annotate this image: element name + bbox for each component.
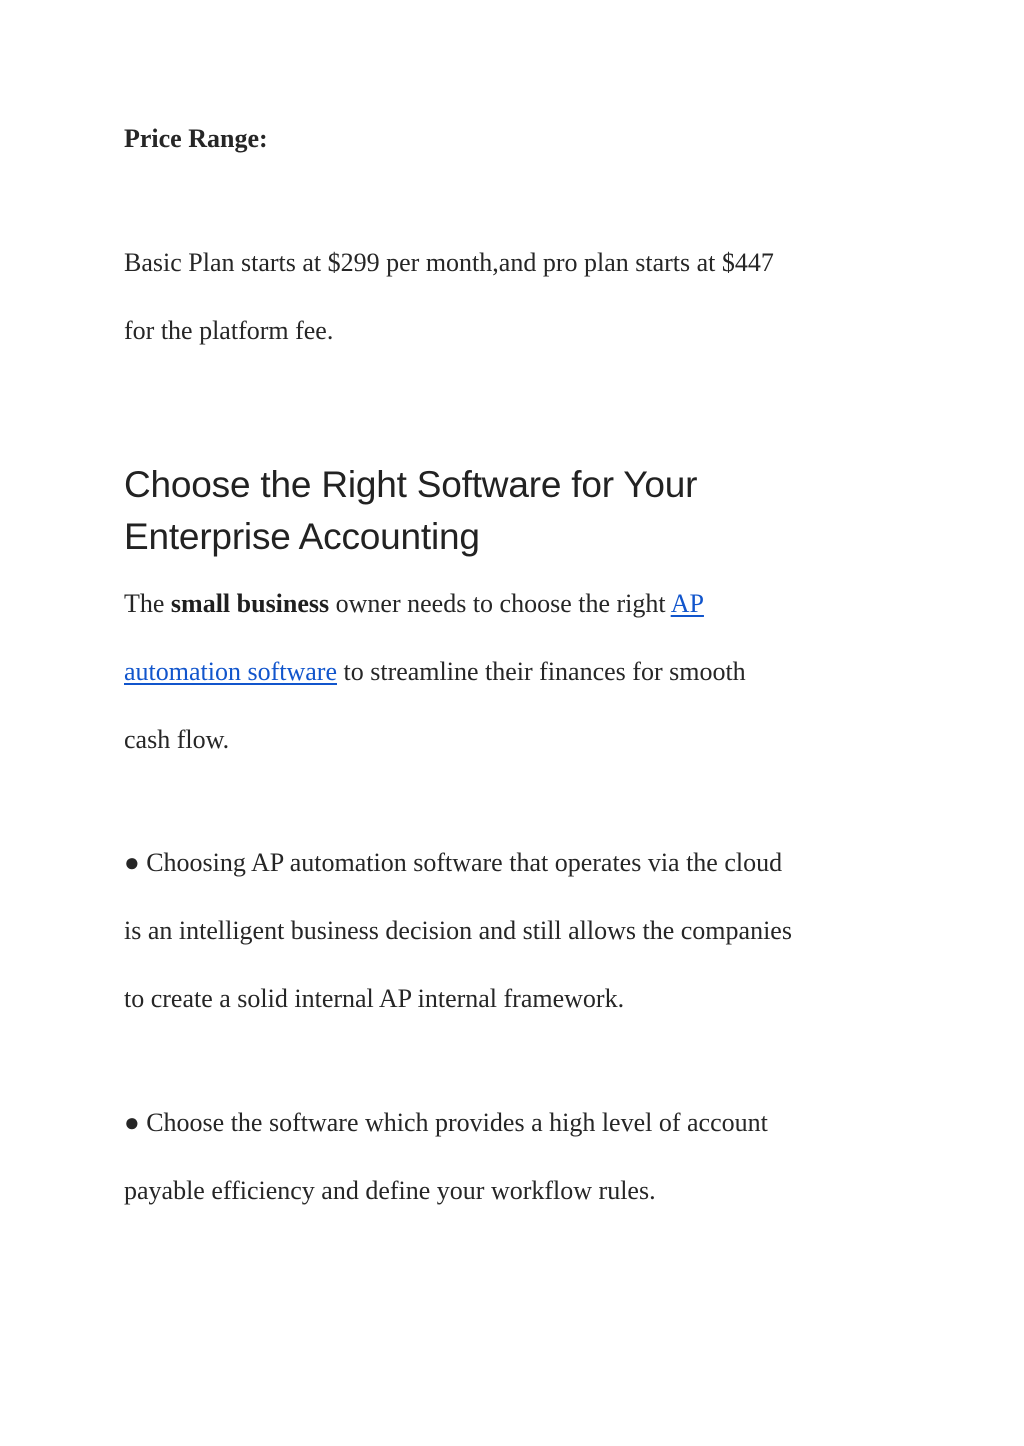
ap-automation-software-link[interactable]: AP bbox=[670, 589, 704, 618]
ap-automation-software-link-continued[interactable]: automation software bbox=[124, 657, 337, 686]
intro-paragraph-line-2 bbox=[124, 659, 746, 685]
section-heading-line-1: Choose the Right Software for Your bbox=[124, 464, 698, 505]
bold-phrase-small-business: small business bbox=[170, 589, 330, 618]
bullet-1-line-2: is an intelligent business decision and still allows the companies bbox=[124, 916, 792, 945]
bullet-1-line-1: ● Choosing AP automation software that operates via the cloud bbox=[124, 848, 783, 877]
bullet-2-line-1: ● Choose the software which provides a high level of account bbox=[124, 1108, 768, 1137]
intro-text: The bbox=[124, 589, 171, 618]
intro-text: to streamline their finances for smooth bbox=[337, 657, 746, 686]
section-heading-line-2: Enterprise Accounting bbox=[124, 516, 480, 557]
intro-paragraph-line-3: cash flow. bbox=[124, 725, 230, 754]
pricing-text-line-2: for the platform fee. bbox=[124, 316, 334, 345]
price-range-label: Price Range: bbox=[124, 124, 268, 153]
bullet-1-line-3: to create a solid internal AP internal framework. bbox=[124, 984, 625, 1013]
bullet-2-line-2: payable efficiency and define your workflow rules. bbox=[124, 1176, 656, 1205]
pricing-text-line-1: Basic Plan starts at $299 per month,and pro plan starts at $447 bbox=[124, 248, 774, 277]
intro-text: owner needs to choose the right bbox=[329, 589, 671, 618]
intro-paragraph-line-1 bbox=[124, 591, 704, 617]
